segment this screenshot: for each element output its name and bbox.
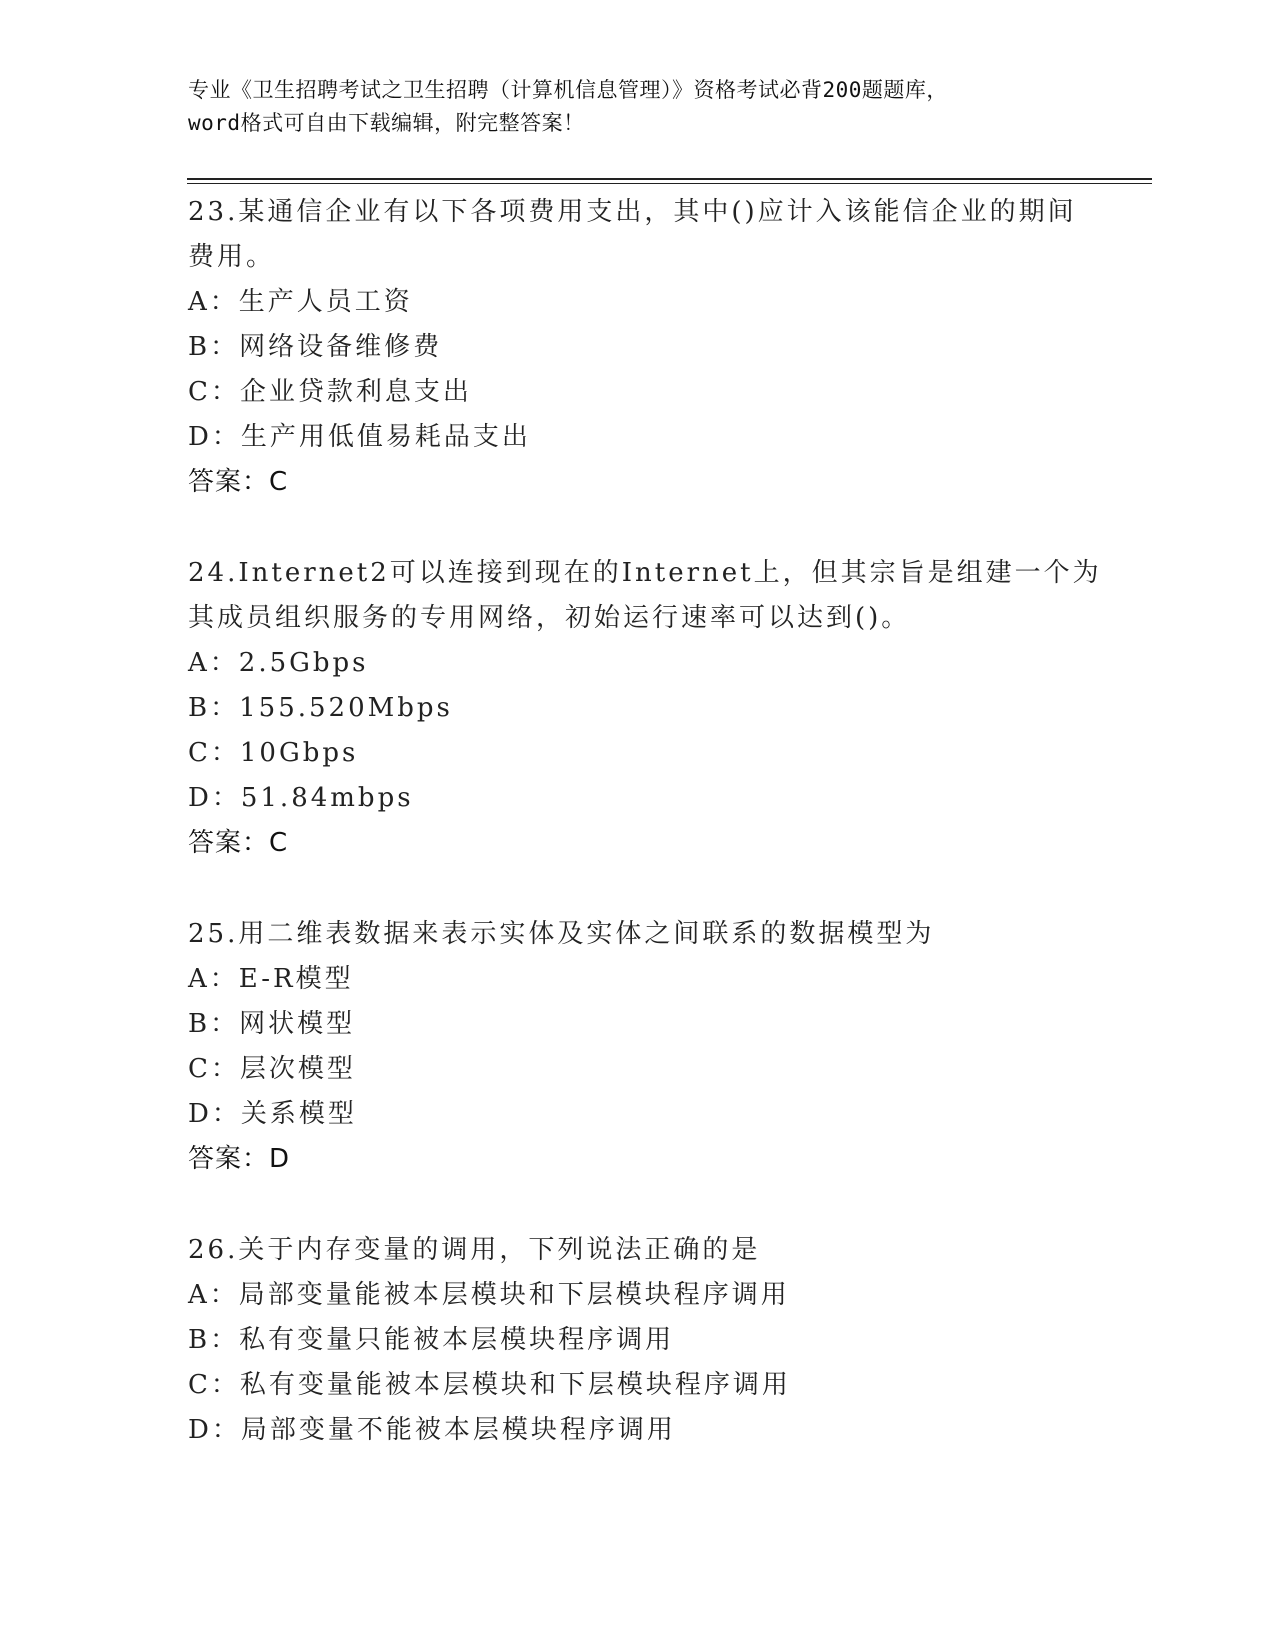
option-d: D：局部变量不能被本层模块程序调用: [188, 1415, 676, 1445]
header-line-1: 专业《卫生招聘考试之卫生招聘（计算机信息管理）》资格考试必背200题题库，: [188, 78, 948, 102]
option-b: B：网络设备维修费: [188, 332, 443, 362]
spacer: [188, 1182, 1128, 1228]
option-c: C：私有变量能被本层模块和下层模块程序调用: [188, 1370, 791, 1400]
header-divider: [187, 178, 1152, 184]
option-a: A：生产人员工资: [188, 287, 413, 317]
option-a: A：局部变量能被本层模块和下层模块程序调用: [188, 1280, 790, 1310]
option-b: B：网状模型: [188, 1009, 356, 1039]
question-24: [188, 551, 1128, 866]
option-b: B：私有变量只能被本层模块程序调用: [188, 1325, 675, 1355]
question-stem: 23.某通信企业有以下各项费用支出，其中()应计入该能信企业的期间: [188, 197, 1077, 227]
question-stem-continued: 费用。: [188, 242, 276, 272]
question-26: [188, 1228, 1128, 1453]
answer: 答案：D: [188, 1144, 291, 1174]
question-25: [188, 912, 1128, 1182]
document-header: [188, 74, 1088, 140]
option-c: C：10Gbps: [188, 738, 359, 768]
question-list: [188, 190, 1128, 1453]
option-c: C：企业贷款利息支出: [188, 377, 472, 407]
question-stem: 25.用二维表数据来表示实体及实体之间联系的数据模型为: [188, 919, 935, 949]
header-line-2: word格式可自由下载编辑，附完整答案！: [188, 111, 585, 135]
answer: 答案：C: [188, 467, 289, 497]
option-d: D：51.84mbps: [188, 783, 414, 813]
option-a: A：2.5Gbps: [188, 648, 369, 678]
spacer: [188, 866, 1128, 912]
option-a: A：E-R模型: [188, 964, 354, 994]
question-stem-continued: 其成员组织服务的专用网络，初始运行速率可以达到()。: [188, 603, 911, 633]
option-b: B：155.520Mbps: [188, 693, 453, 723]
question-23: [188, 190, 1128, 505]
option-c: C：层次模型: [188, 1054, 356, 1084]
spacer: [188, 505, 1128, 551]
question-stem: 26.关于内存变量的调用，下列说法正确的是: [188, 1235, 761, 1265]
question-stem: 24.Internet2可以连接到现在的Internet上，但其宗旨是组建一个为: [188, 558, 1102, 588]
answer: 答案：C: [188, 828, 289, 858]
option-d: D：关系模型: [188, 1099, 357, 1129]
option-d: D：生产用低值易耗品支出: [188, 422, 531, 452]
